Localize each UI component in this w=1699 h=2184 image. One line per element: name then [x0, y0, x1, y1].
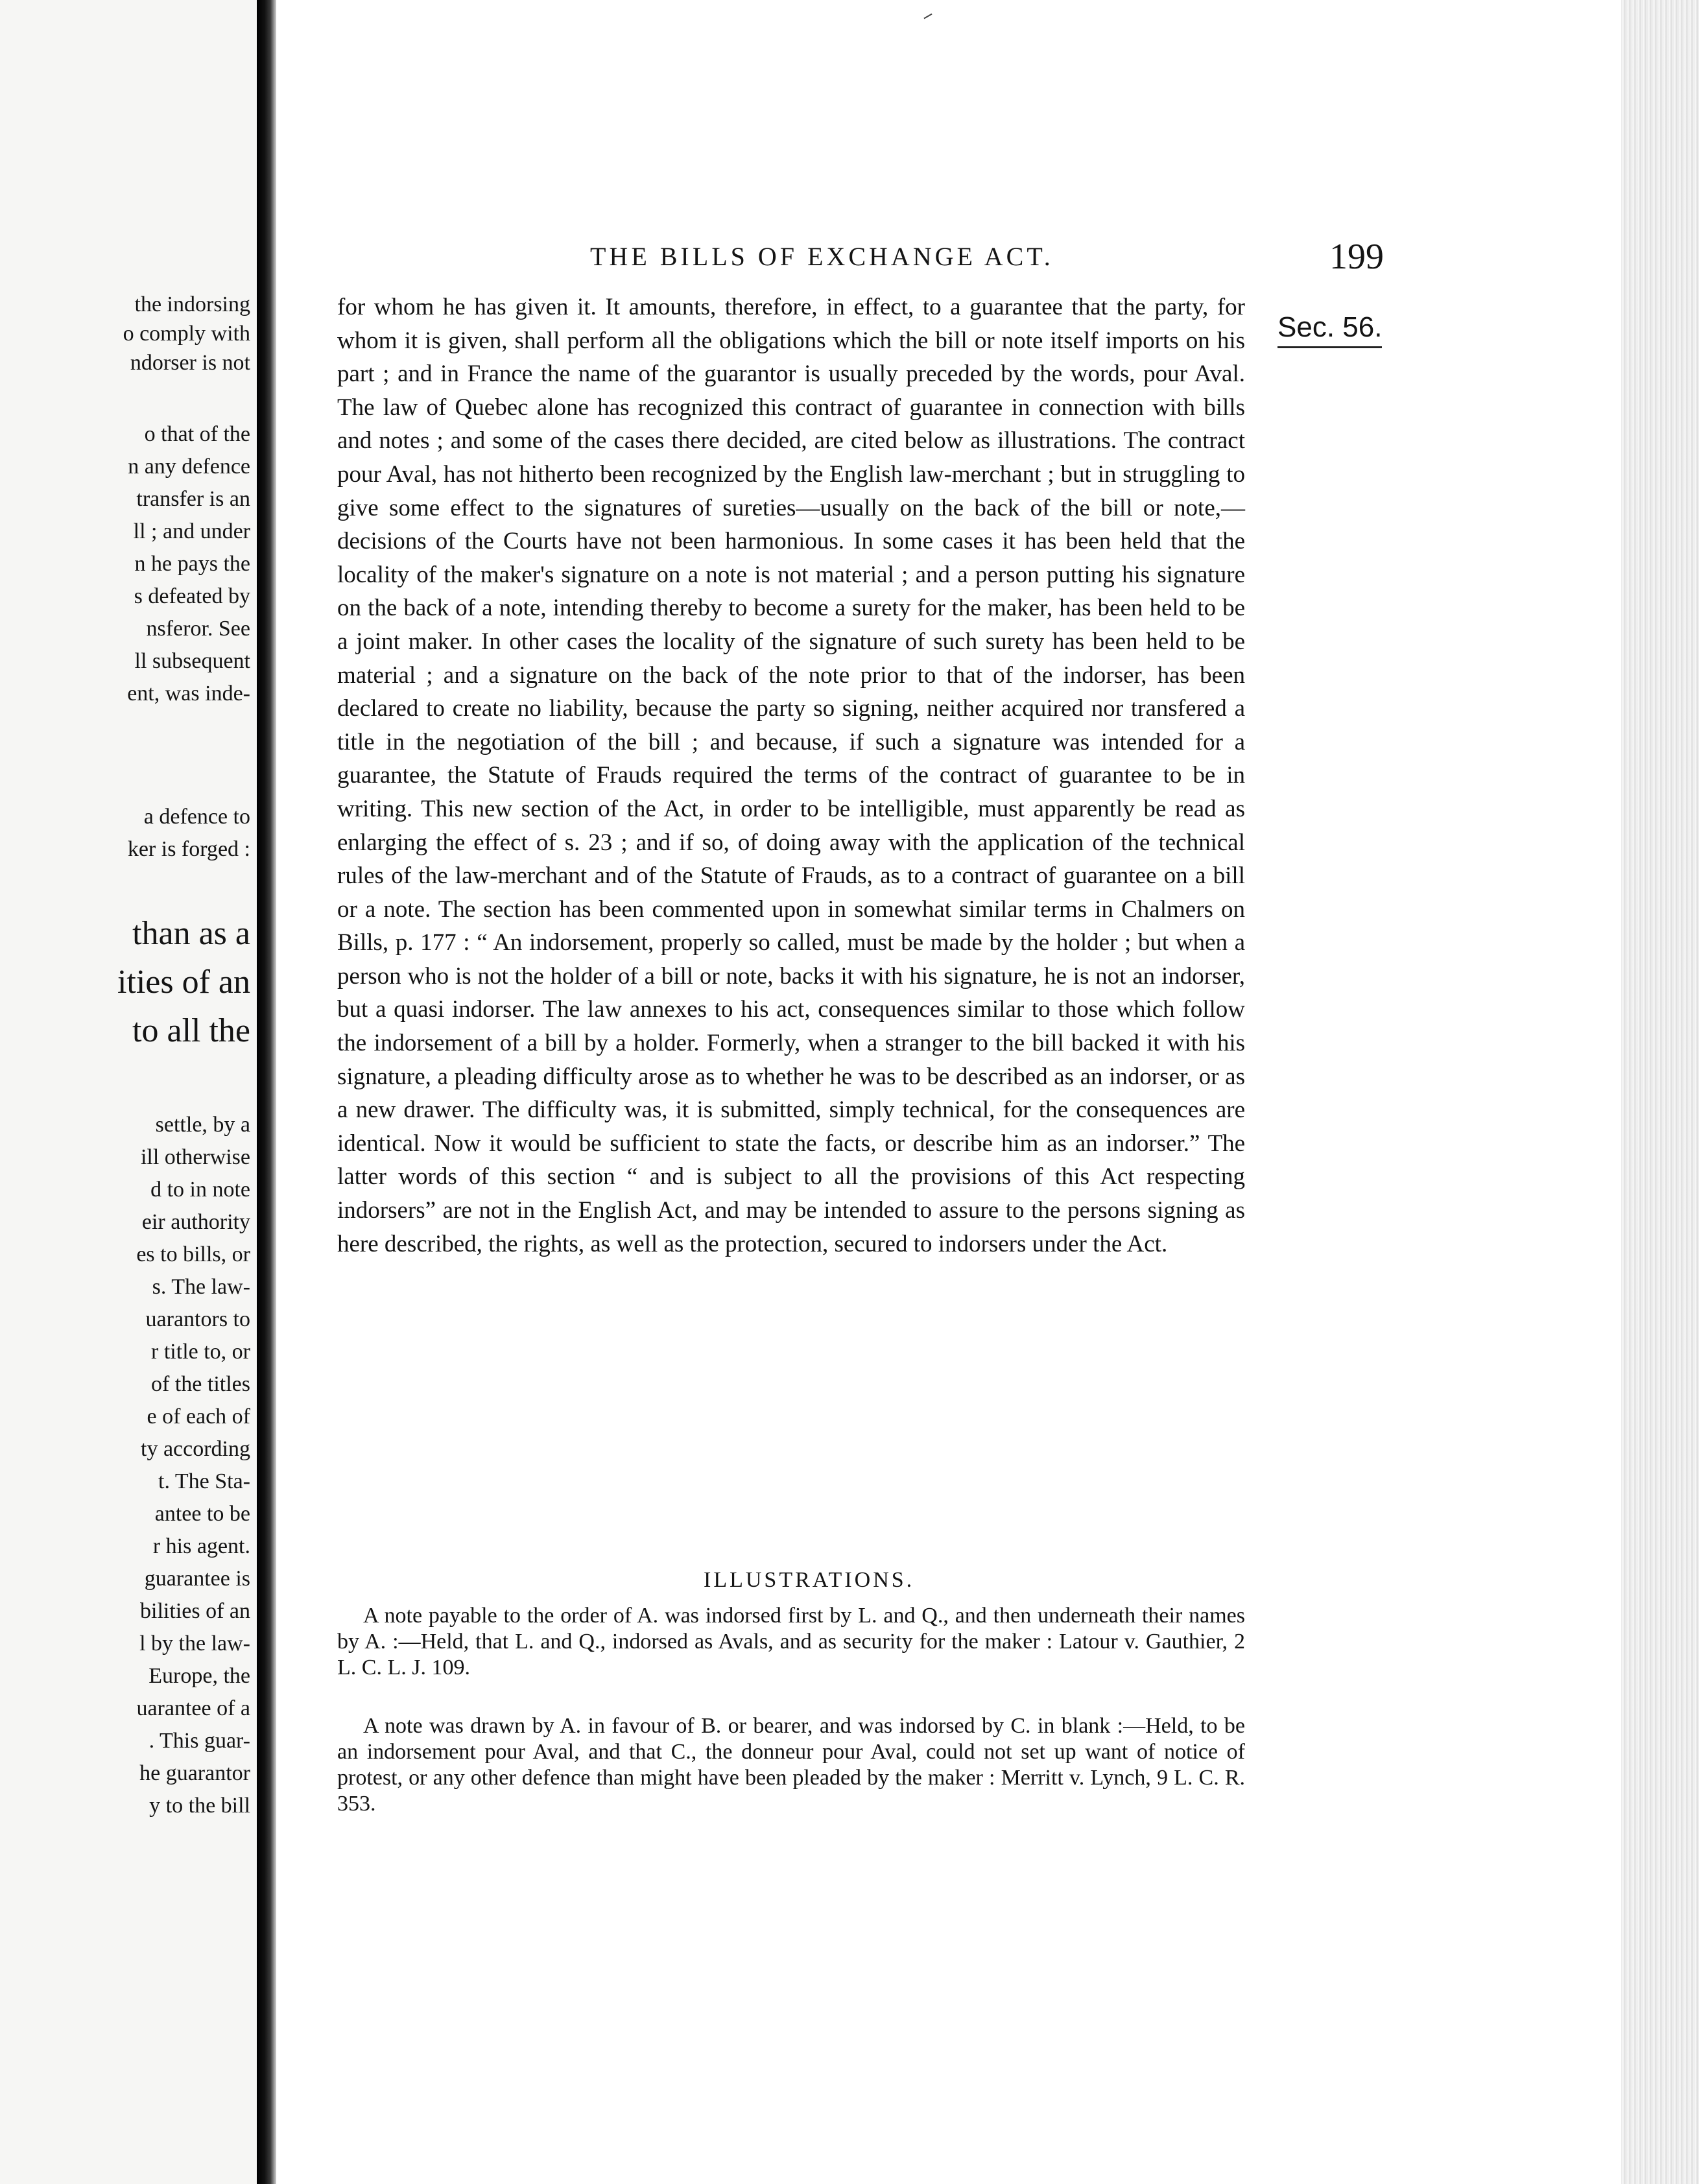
facing-page-line: e of each of: [147, 1405, 250, 1429]
main-paragraph: for whom he has given it. It amounts, therefore, in effect, to a guarantee that the party, for whom it is given, shall perform all the obligations which the bill or note itself imports on his part ; and in France the name of the guarantor is usually preceded by the words, pour Aval. The law of Quebec alone has recognized this contract of guarantee in connection with bills and notes ; and some of the cases there decided, are cited below as illustrations. The contract pour Aval, has not hitherto been recognized by the English law-merchant ; but in struggling to give some effect to the signatures of sureties—usually on the back of the bill or note,—decisions of the Courts have not been harmonious. In some cases it has been held that the locality of the maker's signature on a note is not material ; and a person putting his signature on the back of a note, intending thereby to become a surety for the maker, has been held to be a joint maker. In other cases the locality of the signature of such surety has been held to be material ; and a signature on the back of the note prior to that of the indorser, has been declared to create no liability, because the party so signing, neither acquired nor transfered a title in the negotiation of the bill ; and because, if such a signature was intended for a guarantee, the Statute of Frauds required the terms of the contract of guarantee to be in writing. This new section of the Act, in order to be intelligible, must apparently be read as enlarging the effect of s. 23 ; and if so, of doing away with the application of the technical rules of the law-merchant and of the Statute of Frauds, as to a contract of guarantee on a bill or a note. The section has been commented upon in somewhat similar terms in Chalmers on Bills, p. 177 : “ An indorsement, properly so called, must be made by the holder ; but when a person who is not the holder of a bill or note, backs it with his signature, he is not an indorser, but a quasi indorser. The law annexes to his act, consequences similar to those which follow the indorsement of a bill by a holder. Formerly, when a stranger to the bill backed it with his signature, a pleading difficulty arose as to whether he was to be described as an indorser, or as a new drawer. The difficulty was, it is submitted, simply technical, for the consequences are identical. Now it would be sufficient to state the facts, or describe him as an indorser.” The latter words of this section “ and is subject to all the provisions of this Act respecting indorsers” are not in the English Act, and may be intended to assure to the persons signing as here described, the rights, as well as the protection, secured to indorsers under the Act.: [337, 294, 1245, 1257]
facing-page-line: es to bills, or: [136, 1242, 250, 1266]
facing-page-line: ities of an: [117, 964, 250, 1001]
facing-page-line: nsferor. See: [146, 617, 250, 641]
facing-page-line: y to the bill: [149, 1794, 250, 1818]
facing-page-line: bilities of an: [140, 1599, 250, 1623]
facing-page-line: of the titles: [151, 1372, 250, 1396]
facing-page-line: t. The Sta-: [158, 1469, 250, 1493]
facing-page-line: ty according: [141, 1437, 250, 1461]
illustration-1: [337, 1603, 1245, 1681]
facing-page-line: the indorsing: [134, 292, 250, 316]
facing-page-line: guarantee is: [144, 1567, 250, 1591]
facing-page-line: o comply with: [123, 322, 250, 346]
facing-page-line: he guarantor: [139, 1761, 250, 1785]
facing-page-line: n he pays the: [134, 552, 250, 576]
facing-page: [0, 0, 257, 2184]
facing-page-line: Europe, the: [149, 1664, 250, 1688]
illustration-text: A note was drawn by A. in favour of B. or bearer, and was indorsed by C. in blank :—Held, to be an indorsement pour Aval, and that C., the donneur pour Aval, could not set up want of notice of protest, or any other defence than might have been pleaded by the maker : Merritt v. Lynch, 9 L. C. R. 353.: [337, 1714, 1245, 1816]
book-gutter: [257, 0, 276, 2184]
facing-page-line: antee to be: [154, 1502, 250, 1526]
facing-page-line: n any defence: [128, 455, 250, 479]
page-edges: [1621, 0, 1699, 2184]
facing-page-line: settle, by a: [155, 1113, 250, 1137]
main-text: [337, 291, 1245, 1261]
facing-page-line: than as a: [132, 915, 250, 952]
facing-page-line: ill otherwise: [140, 1145, 250, 1169]
facing-page-line: o that of the: [144, 422, 250, 446]
facing-page-line: ker is forged :: [127, 837, 250, 861]
facing-page-line: s defeated by: [134, 584, 250, 608]
section-marker: Sec. 56.: [1277, 311, 1382, 348]
running-header: THE BILLS OF EXCHANGE ACT.: [590, 242, 1054, 271]
facing-page-line: l by the law-: [139, 1632, 250, 1656]
facing-page-line: s. The law-: [152, 1275, 250, 1299]
facing-page-line: uarantors to: [145, 1307, 250, 1331]
facing-page-line: to all the: [132, 1012, 250, 1049]
facing-page-line: r his agent.: [152, 1534, 250, 1558]
facing-page-line: transfer is an: [136, 487, 250, 511]
facing-page-line: a defence to: [143, 805, 250, 829]
facing-page-line: ll subsequent: [134, 649, 250, 673]
facing-page-line: r title to, or: [151, 1340, 250, 1364]
facing-page-line: uarantee of a: [136, 1696, 250, 1720]
facing-page-line: eir authority: [141, 1210, 250, 1234]
page-number: 199: [1329, 237, 1384, 277]
illustrations-heading: ILLUSTRATIONS.: [704, 1568, 915, 1592]
facing-page-line: ndorser is not: [130, 351, 250, 375]
facing-page-line: d to in note: [150, 1178, 250, 1202]
facing-page-line: ll ; and under: [133, 519, 250, 543]
illustration-text: A note payable to the order of A. was indorsed first by L. and Q., and then underneath their names by A. :—Held, that L. and Q., indorsed as Avals, and as security for the maker : Latour v. Gauthier, 2 L. C. L. J. 109.: [337, 1604, 1245, 1680]
facing-page-line: . This guar-: [149, 1729, 250, 1753]
illustration-2: [337, 1713, 1245, 1817]
facing-page-line: ent, was inde-: [127, 682, 250, 706]
